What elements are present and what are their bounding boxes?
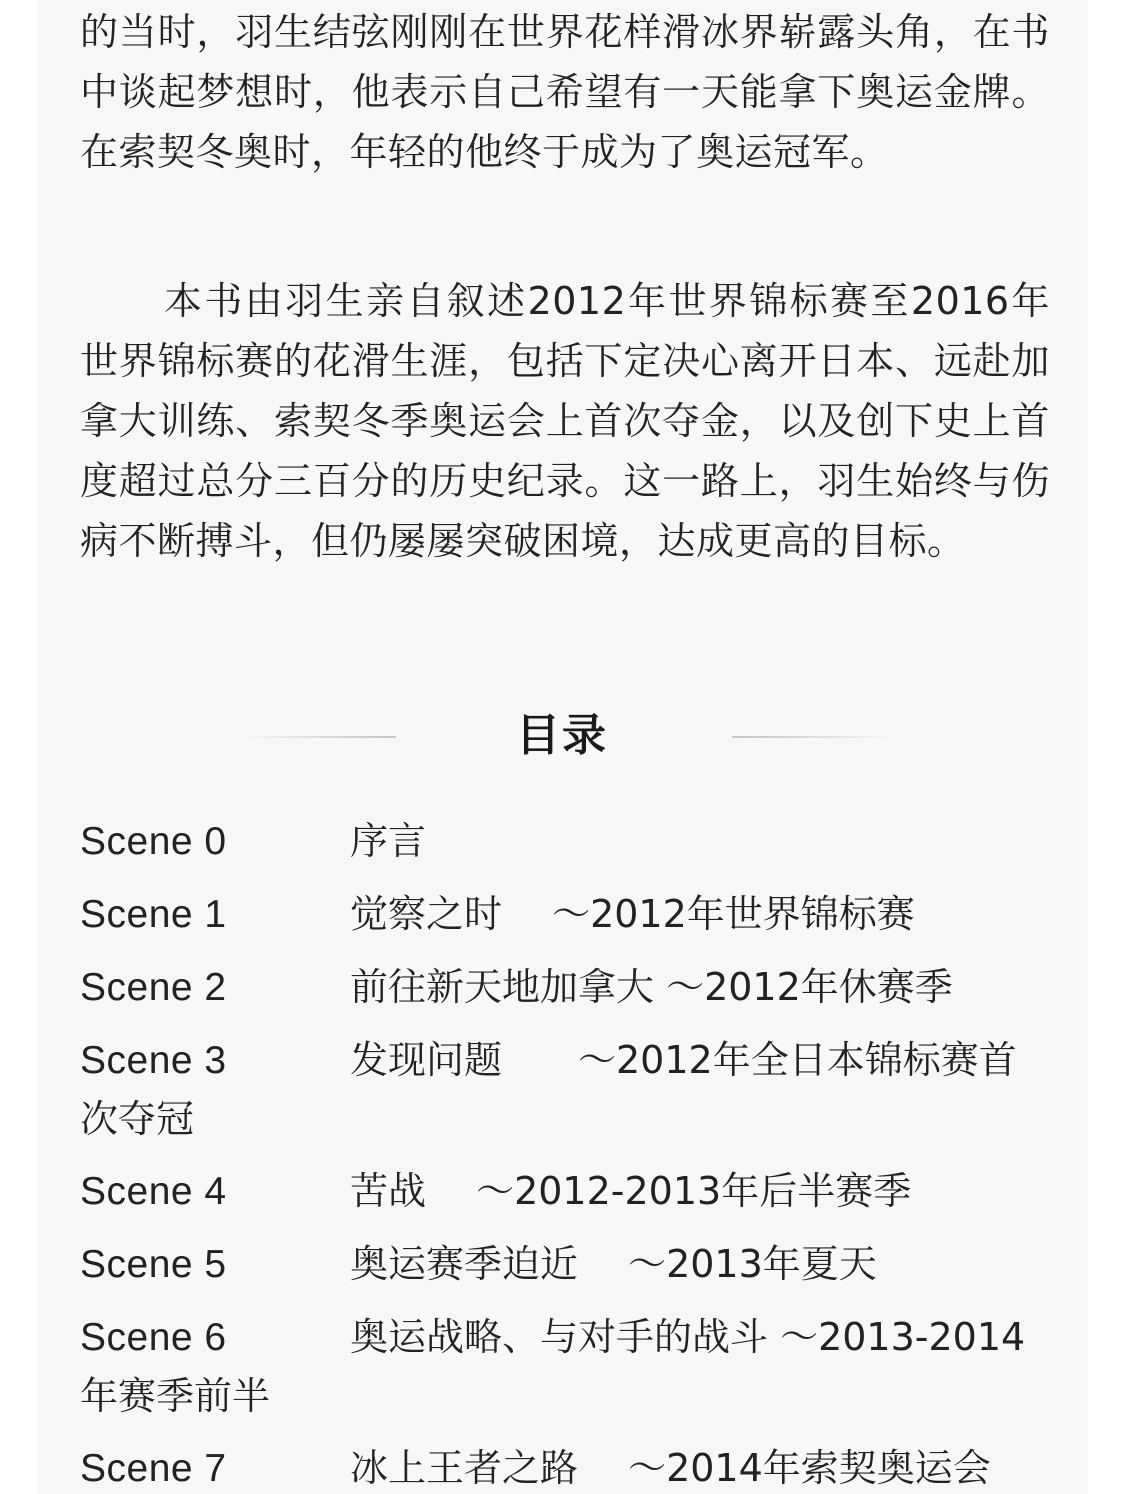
scene-label: Scene 2 [80,966,227,1009]
toc-divider-right [732,736,894,738]
intro-paragraph-2: 本书由羽生亲自叙述2012年世界锦标赛至2016年世界锦标赛的花滑生涯，包括下定决心离开日本、远赴加拿大训练、索契冬季奥运会上首次夺金，以及创下史上首度超过总分三百分的历史纪录。这一路上，羽生始终与伤病不断搏斗，但仍屡屡突破困境，达成更高的目标。 [80,279,1050,563]
toc-item-scene-0 [80,812,1050,871]
scene-title: 前往新天地加拿大 ～2012年休赛季 [350,965,953,1009]
scene-label: Scene 1 [80,893,227,936]
toc-title: 目录 [516,710,608,761]
scene-title: 发现问题 ～2012年全日本锦标赛首次夺冠 [80,1038,1017,1141]
scene-title: 奥运战略、与对手的战斗 ～2013-2014年赛季前半 [80,1315,1026,1418]
scene-label: Scene 5 [80,1243,227,1286]
scene-label: Scene 7 [80,1447,227,1490]
toc-list [80,812,1050,1494]
toc-item-scene-4 [80,1162,1050,1221]
toc-item-scene-6 [80,1308,1050,1425]
toc-heading [0,700,1125,776]
toc-item-scene-2 [80,958,1050,1017]
scene-label: Scene 0 [80,820,227,863]
scene-title: 苦战 ～2012-2013年后半赛季 [350,1169,912,1213]
scene-title: 觉察之时 ～2012年世界锦标赛 [350,892,915,936]
toc-item-scene-5 [80,1235,1050,1294]
scene-label: Scene 3 [80,1039,227,1082]
scene-title: 奥运赛季迫近 ～2013年夏天 [350,1242,877,1286]
intro-paragraph-1: 的当时，羽生结弦刚刚在世界花样滑冰界崭露头角，在书中谈起梦想时，他表示自己希望有一天能拿下奥运金牌。在索契冬奥时，年轻的他终于成为了奥运冠军。 [80,10,1050,174]
toc-item-scene-7 [80,1439,1050,1494]
toc-item-scene-3 [80,1031,1050,1148]
scene-label: Scene 6 [80,1316,227,1359]
toc-item-scene-1 [80,885,1050,944]
scene-title: 序言 [350,819,427,863]
scene-label: Scene 4 [80,1170,227,1213]
toc-divider-left [240,736,396,738]
scene-title: 冰上王者之路 ～2014年索契奥运会 [350,1446,991,1490]
